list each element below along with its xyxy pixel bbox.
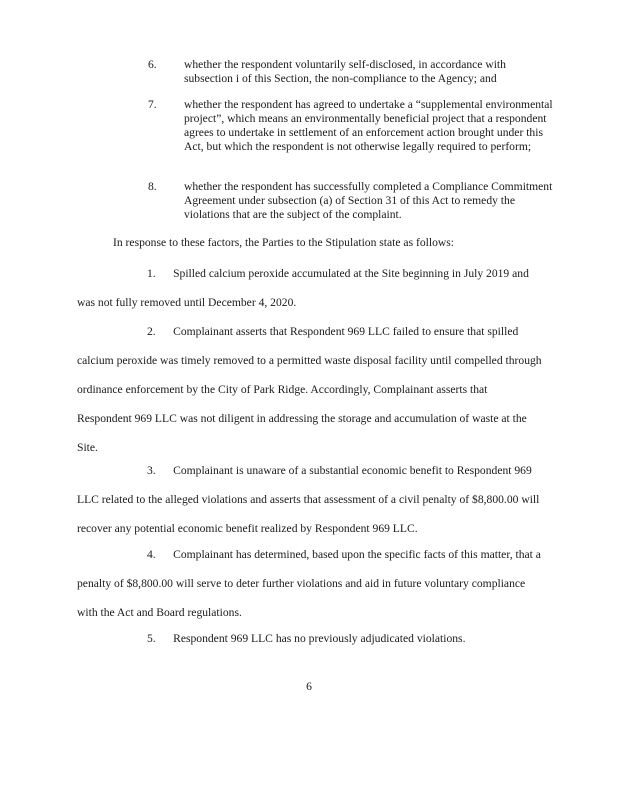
factor-text: whether the respondent has successfully completed a Compliance Commitment Agreement under subsection (a) of Section 31 of this Act to remedy the violations that are the subject of the complaint. [184, 180, 553, 221]
paragraph-text: Complainant is unaware of a substantial economic benefit to Respondent 969 LLC related to the alleged violations and asserts that assessment of a civil penalty of $8,800.00 will recover any potential economic benefit realized by Respondent 969 LLC. [77, 464, 540, 535]
paragraph-text: Respondent 969 LLC has no previously adjudicated violations. [173, 632, 466, 645]
page-number: 6 [306, 680, 312, 693]
paragraph-text: Complainant has determined, based upon the specific facts of this matter, that a penalty of $8,800.00 will serve to deter further violations and aid in future voluntary compliance with the Act and Board regulations. [77, 548, 541, 619]
paragraph-number: 2. [147, 325, 156, 338]
paragraph-number: 4. [147, 548, 156, 561]
paragraph-number: 1. [147, 267, 156, 280]
paragraph-1 [77, 259, 543, 317]
factor-text: whether the respondent has agreed to undertake a “supplemental environmental project”, which means an environmentally beneficial project that a respondent agrees to undertake in settlement of an enforcement action brought under this Act, but which the respondent is not otherwise legally required to perform; [184, 98, 553, 153]
factor-number: 6. [148, 58, 157, 71]
paragraph-2 [77, 317, 543, 462]
paragraph-5 [77, 624, 543, 653]
paragraph-number: 5. [147, 632, 156, 645]
intro-sentence: In response to these factors, the Parties to the Stipulation state as follows: [113, 236, 454, 249]
paragraph-3 [77, 456, 543, 543]
paragraph-number: 3. [147, 464, 156, 477]
factor-number: 7. [148, 98, 157, 111]
paragraph-text: Spilled calcium peroxide accumulated at the Site beginning in July 2019 and was not fully removed until December 4, 2020. [77, 267, 529, 309]
paragraph-4 [77, 540, 543, 627]
factor-number: 8. [148, 180, 157, 193]
paragraph-text: Complainant asserts that Respondent 969 LLC failed to ensure that spilled calcium peroxide was timely removed to a permitted waste disposal facility until compelled through ordinance enforcement by the City of Park Ridge. Accordingly, Complainant asserts that Respondent 969 LLC was not diligent in addressing the storage and accumulation of waste at the Site. [77, 325, 542, 454]
factor-text: whether the respondent voluntarily self-disclosed, in accordance with subsection i of this Section, the non-compliance to the Agency; and [184, 58, 506, 85]
